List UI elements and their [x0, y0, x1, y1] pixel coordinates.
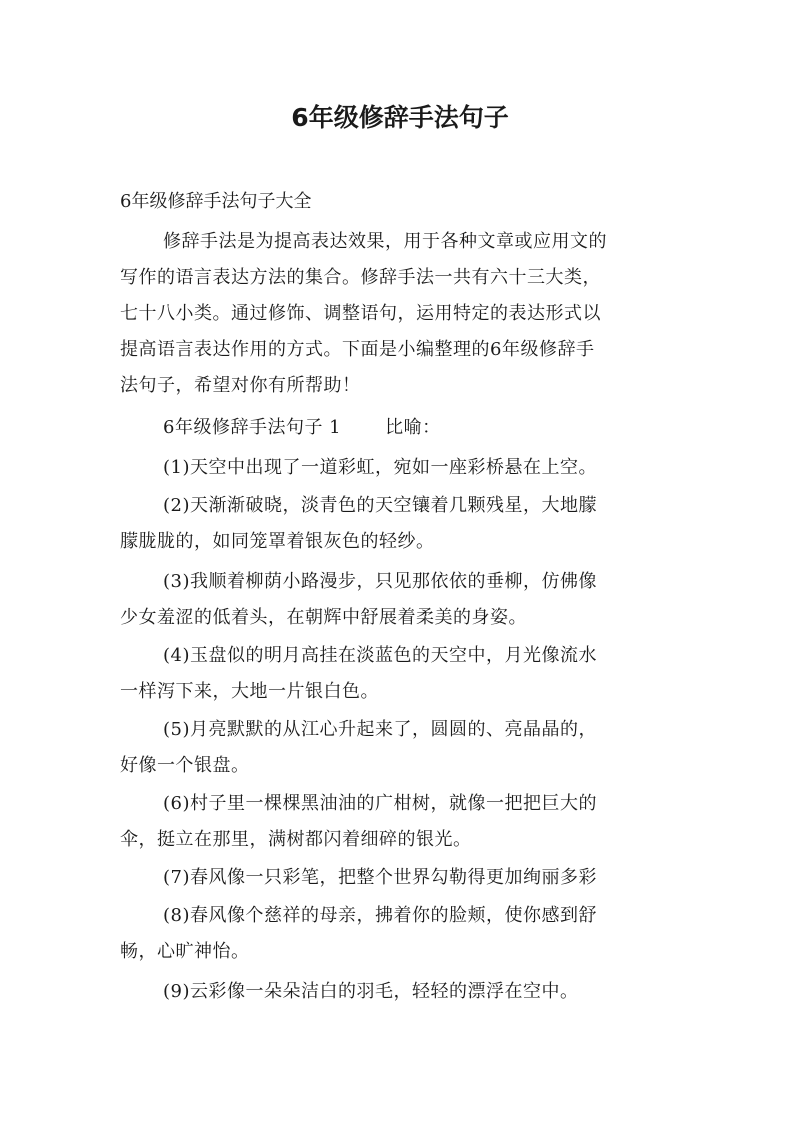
list-item-continuation: 少女羞涩的低着头，在朝辉中舒展着柔美的身姿。	[120, 607, 527, 628]
list-item: (4)玉盘似的明月高挂在淡蓝色的天空中，月光像流水	[163, 645, 597, 666]
paragraph-line: 法句子，希望对你有所帮助！	[120, 375, 361, 396]
page-title: 6年级修辞手法句子	[291, 103, 509, 132]
list-item: (3)我顺着柳荫小路漫步，只见那依依的垂柳，仿佛像	[163, 571, 597, 592]
list-item: (5)月亮默默的从江心升起来了，圆圆的、亮晶晶的，	[163, 719, 597, 740]
section-label: 比喻：	[385, 417, 441, 438]
document-subtitle: 6年级修辞手法句子大全	[120, 191, 312, 212]
list-item-continuation: 伞，挺立在那里，满树都闪着细碎的银光。	[120, 829, 472, 850]
list-item-continuation: 朦胧胧的，如同笼罩着银灰色的轻纱。	[120, 531, 435, 552]
list-item: (9)云彩像一朵朵洁白的羽毛，轻轻的漂浮在空中。	[163, 981, 579, 1002]
section-heading: 6年级修辞手法句子 1	[163, 417, 342, 438]
list-item-continuation: 好像一个银盘。	[120, 755, 250, 776]
paragraph-line: 修辞手法是为提高表达效果，用于各种文章或应用文的	[163, 231, 607, 252]
list-item: (8)春风像个慈祥的母亲，拂着你的脸颊，使你感到舒	[163, 905, 597, 926]
section-heading-line	[163, 412, 441, 444]
list-item-continuation: 畅，心旷神怡。	[120, 941, 250, 962]
list-item: (2)天渐渐破晓，淡青色的天空镶着几颗残星，大地朦	[163, 495, 597, 516]
paragraph-line: 七十八小类。通过修饰、调整语句，运用特定的表达形式以	[120, 303, 601, 324]
list-item: (6)村子里一棵棵黑油油的广柑树，就像一把把巨大的	[163, 793, 597, 814]
list-item: (7)春风像一只彩笔，把整个世界勾勒得更加绚丽多彩	[163, 867, 597, 888]
paragraph-line: 写作的语言表达方法的集合。修辞手法一共有六十三大类，	[120, 267, 601, 288]
paragraph-line: 提高语言表达作用的方式。下面是小编整理的6年级修辞手	[120, 339, 595, 360]
list-item: (1)天空中出现了一道彩虹，宛如一座彩桥悬在上空。	[163, 457, 597, 478]
list-item-continuation: 一样泻下来，大地一片银白色。	[120, 681, 379, 702]
